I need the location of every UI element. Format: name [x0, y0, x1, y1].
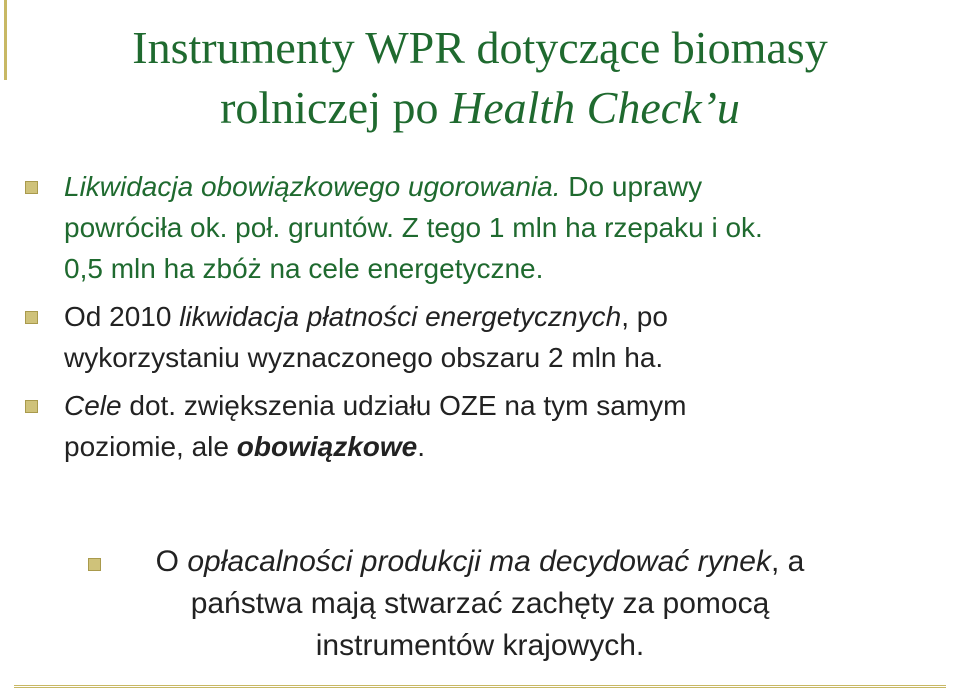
bullet-3-line-2-suffix: . — [417, 431, 426, 462]
bullet-list — [0, 166, 960, 474]
bullet-item-platnosci — [0, 296, 914, 378]
bullet-3-line-1-italic: Cele — [64, 390, 122, 421]
final-line-2: państwa mają stwarzać zachęty za pomocą — [190, 587, 770, 620]
final-line-3: instrumentów krajowych. — [315, 629, 645, 662]
bullet-1-line-1-text: Do uprawy — [560, 171, 703, 202]
bullet-2-line-1-italic: likwidacja płatności energetycznych — [179, 301, 622, 332]
title-line-1: Instrumenty WPR dotyczące biomasy — [132, 22, 828, 73]
bullet-3-line-1-text: dot. zwiększenia udziału OZE na tym samym — [121, 390, 687, 421]
title-line-2 — [0, 78, 960, 138]
bullet-3-line-1 — [64, 385, 914, 426]
bottom-decorative-rule — [14, 685, 946, 688]
square-bullet-icon — [25, 311, 38, 324]
bullet-3-line-2 — [64, 426, 914, 467]
slide-title — [0, 18, 960, 138]
bullet-1-line-2: powróciła ok. poł. gruntów. Z tego 1 mln ha rzepaku i ok. — [64, 212, 763, 243]
final-line-1-suffix: , a — [770, 545, 805, 578]
bullet-item-cele — [0, 385, 914, 467]
bullet-1-line-3: 0,5 mln ha zbóż na cele energetyczne. — [64, 253, 544, 284]
bullet-2-line-1-text: Od 2010 — [64, 301, 180, 332]
bullet-3-line-2-bold-italic: obowiązkowe — [236, 431, 418, 462]
title-line-2-prefix: rolniczej po — [220, 82, 450, 133]
square-bullet-icon — [25, 400, 38, 413]
final-bullet — [0, 541, 960, 667]
square-bullet-icon — [88, 558, 101, 571]
final-line-1-italic: opłacalności produkcji ma decydować rynek — [187, 545, 771, 578]
final-line-1-prefix: O — [155, 545, 188, 578]
bullet-2-line-2: wykorzystaniu wyznaczonego obszaru 2 mln ha. — [64, 342, 664, 373]
title-line-2-italic: Health Check’u — [449, 82, 740, 133]
bullet-1-line-1-italic: Likwidacja obowiązkowego ugorowania. — [64, 171, 561, 202]
bullet-1-line-1 — [64, 166, 914, 207]
bullet-2-line-1 — [64, 296, 914, 337]
bullet-2-line-1-suffix: , po — [621, 301, 668, 332]
final-line-1 — [0, 541, 960, 583]
bullet-3-line-2-text: poziomie, ale — [64, 431, 237, 462]
square-bullet-icon — [25, 181, 38, 194]
bullet-item-ugorowanie — [0, 166, 914, 289]
